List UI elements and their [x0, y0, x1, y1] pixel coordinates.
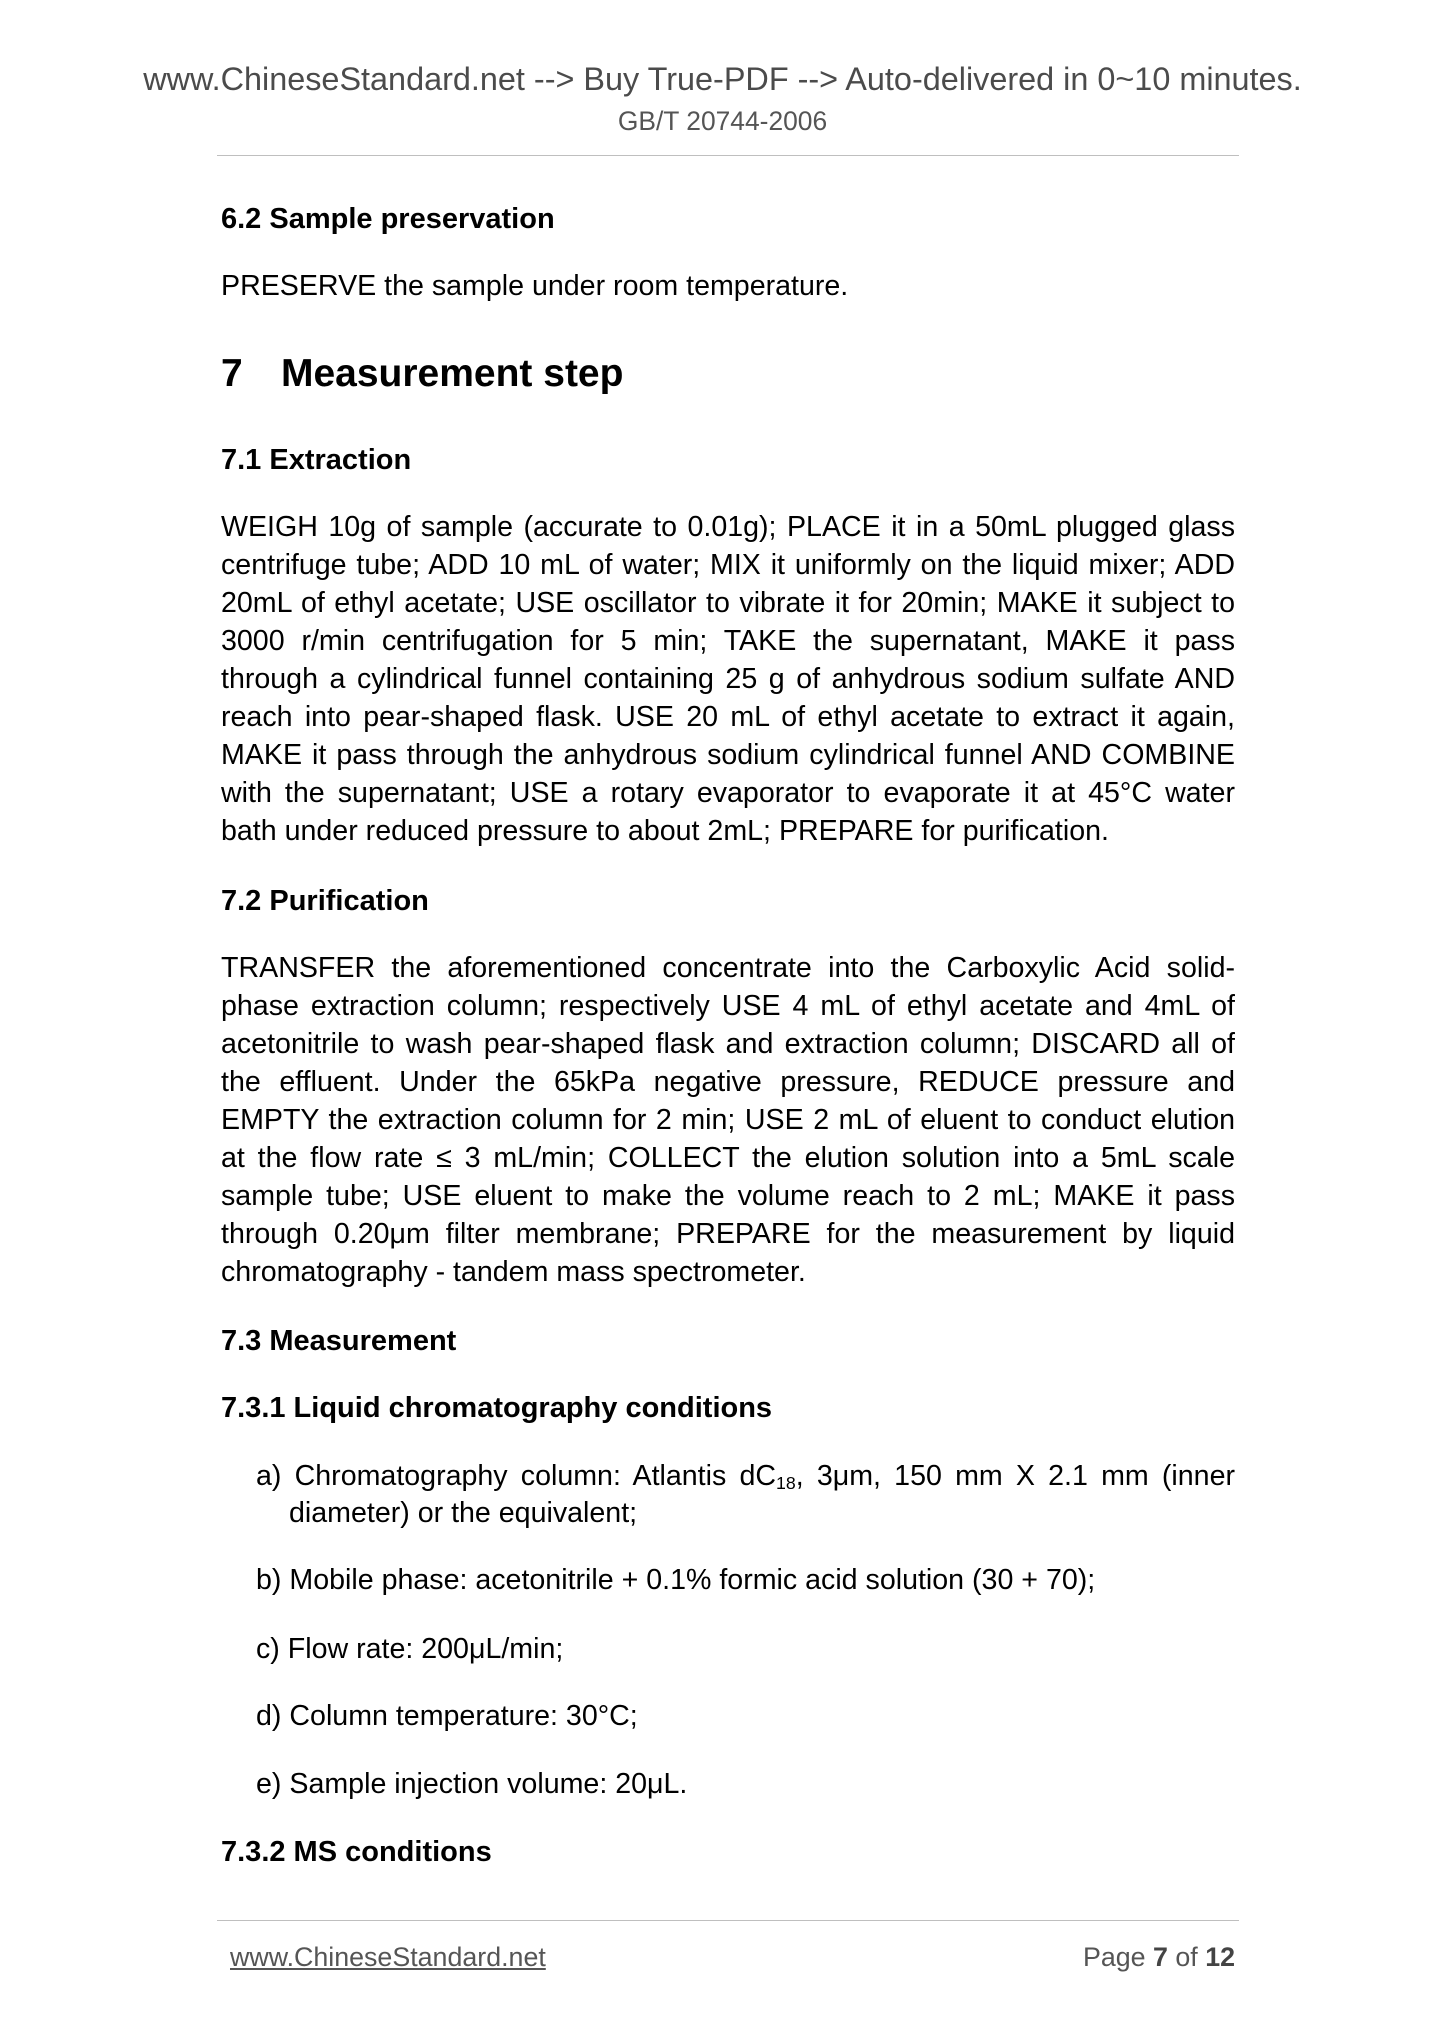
paragraph-line: MAKE it pass through the anhydrous sodium cylindrical funnel AND COMBINE: [221, 739, 1235, 771]
paragraph-line: bath under reduced pressure to about 2mL; PREPARE for purification.: [221, 815, 1109, 847]
section-7-3-1-heading: 7.3.1 Liquid chromatography conditions: [221, 1392, 773, 1424]
list-item-label: d): [256, 1700, 282, 1732]
paragraph-line: phase extraction column; respectively USE 4 mL of ethyl acetate and 4mL of: [221, 990, 1235, 1022]
paragraph-line: centrifuge tube; ADD 10 mL of water; MIX it uniformly on the liquid mixer; ADD: [221, 549, 1235, 581]
page-of: of: [1175, 1942, 1198, 1972]
list-item-text: Flow rate: 200μL/min;: [287, 1633, 564, 1665]
paragraph-line: sample tube; USE eluent to make the volume reach to 2 mL; MAKE it pass: [221, 1180, 1235, 1212]
standard-code: GB/T 20744-2006: [617, 106, 828, 136]
purification-paragraph: [221, 949, 1235, 1291]
list-item-text: Chromatography column: Atlantis dC: [294, 1460, 777, 1492]
paragraph-line: TRANSFER the aforementioned concentrate into the Carboxylic Acid solid-: [221, 952, 1235, 984]
list-item-text: Mobile phase: acetonitrile + 0.1% formic acid solution (30 + 70);: [289, 1564, 1096, 1596]
paragraph-line: chromatography - tandem mass spectrometer.: [221, 1256, 806, 1288]
paragraph-line: with the supernatant; USE a rotary evaporator to evaporate it at 45°C water: [221, 777, 1235, 809]
page-total: 12: [1205, 1942, 1235, 1972]
paragraph-line: the effluent. Under the 65kPa negative pressure, REDUCE pressure and: [221, 1066, 1235, 1098]
section-7-number: 7: [221, 352, 243, 395]
section-7-3-2-heading: 7.3.2 MS conditions: [221, 1836, 492, 1868]
extraction-paragraph: [221, 508, 1235, 850]
header-banner: www.ChineseStandard.net --> Buy True-PDF --> Auto-delivered in 0~10 minutes.: [143, 61, 1302, 97]
section-6-2-text: PRESERVE the sample under room temperature.: [221, 270, 849, 302]
section-7-1-heading: 7.1 Extraction: [221, 444, 412, 476]
section-6-2-heading: 6.2 Sample preservation: [221, 203, 555, 235]
paragraph-line: WEIGH 10g of sample (accurate to 0.01g); PLACE it in a 50mL plugged glass: [221, 511, 1235, 543]
section-7-2-heading: 7.2 Purification: [221, 885, 429, 917]
paragraph-line: through a cylindrical funnel containing 25 g of anhydrous sodium sulfate AND: [221, 663, 1235, 695]
section-7-title: Measurement step: [281, 352, 624, 395]
paragraph-line: reach into pear-shaped flask. USE 20 mL of ethyl acetate to extract it again,: [221, 701, 1235, 733]
list-item-text: Sample injection volume: 20μL.: [289, 1768, 688, 1800]
paragraph-line: acetonitrile to wash pear-shaped flask and extraction column; DISCARD all of: [221, 1028, 1235, 1060]
section-7-3-heading: 7.3 Measurement: [221, 1325, 457, 1357]
list-item-label: b): [256, 1564, 282, 1596]
paragraph-line: 20mL of ethyl acetate; USE oscillator to vibrate it for 20min; MAKE it subject to: [221, 587, 1235, 619]
list-item-a: [256, 1457, 1235, 1495]
header-rule: [217, 155, 1239, 156]
page-label: Page: [1082, 1942, 1146, 1972]
footer-left: [230, 1940, 546, 1974]
list-item-b: [256, 1561, 1095, 1599]
footer-page-indicator: [1083, 1940, 1235, 1974]
list-item-d: [256, 1697, 638, 1735]
paragraph-line: through 0.20μm filter membrane; PREPARE for the measurement by liquid: [221, 1218, 1235, 1250]
list-item-text: , 3μm, 150 mm X 2.1 mm (inner: [795, 1460, 1235, 1492]
list-item-c: [256, 1630, 563, 1668]
footer-site-link[interactable]: www.ChineseStandard.net: [230, 1942, 546, 1972]
list-item-first-line: [256, 1457, 1235, 1495]
list-item-text: Column temperature: 30°C;: [289, 1700, 638, 1732]
list-item-label: e): [256, 1768, 282, 1800]
list-item-label: c): [256, 1633, 280, 1665]
list-item-label: a): [256, 1460, 282, 1492]
paragraph-line: at the flow rate ≤ 3 mL/min; COLLECT the elution solution into a 5mL scale: [221, 1142, 1235, 1174]
page-current: 7: [1153, 1942, 1168, 1972]
footer-rule: [217, 1920, 1239, 1921]
list-item-subscript: 18: [776, 1472, 796, 1493]
paragraph-line: EMPTY the extraction column for 2 min; USE 2 mL of eluent to conduct elution: [221, 1104, 1235, 1136]
paragraph-line: 3000 r/min centrifugation for 5 min; TAKE the supernatant, MAKE it pass: [221, 625, 1235, 657]
list-item-e: [256, 1765, 687, 1803]
list-item-continuation: diameter) or the equivalent;: [289, 1497, 638, 1529]
